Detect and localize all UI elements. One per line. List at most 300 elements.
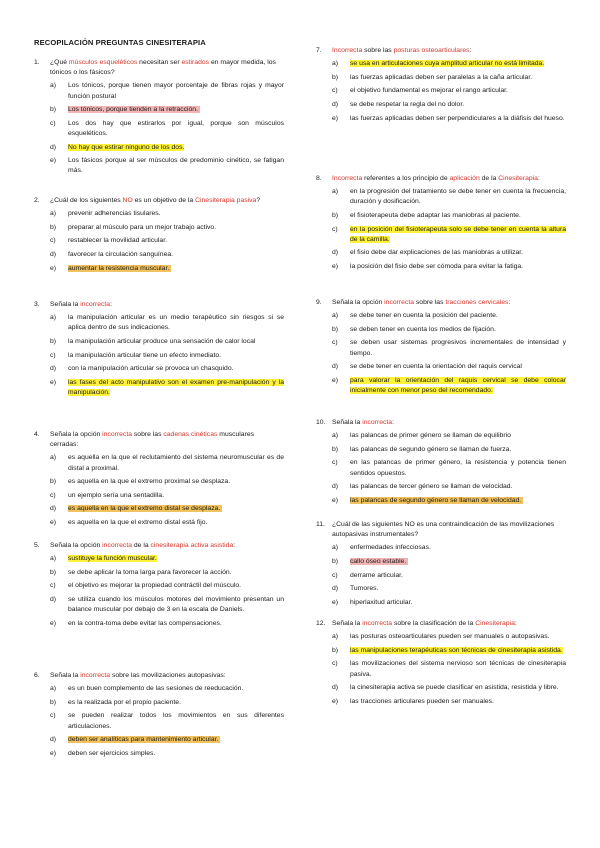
option-text-content: para valorar la orientación del raquis cervical se debe colocar inicialmente con menor peso del recomendado. (350, 376, 566, 394)
keyword: Incorrecta (332, 175, 363, 182)
keyword: Incorrecta (332, 47, 363, 54)
option-text-content: Los fásicos porque al ser músculos de predominio cinético, se fatigan más. (68, 157, 284, 175)
keyword: músculos esqueléticos (68, 59, 138, 66)
option-letter: c) (50, 119, 56, 127)
option-text-content: es aquella en la que el extremo distal está fijo. (68, 518, 208, 526)
question-text-segment: : (110, 301, 112, 308)
option-text (68, 364, 284, 374)
answer-options (332, 632, 566, 707)
option-letter: c) (332, 339, 338, 347)
question-text-segment: Señala la (50, 672, 81, 679)
option-letter: d) (50, 505, 57, 513)
option-text-content: la manipulación articular produce una sensación de calor local (68, 338, 256, 345)
option-text-content: las palancas de tercer género se llaman de velocidad. (350, 483, 513, 491)
answer-option (50, 595, 284, 615)
answer-option (50, 364, 284, 374)
answer-options (332, 187, 566, 272)
option-text-content: las palancas de segundo género se llaman de fuerza. (350, 445, 512, 453)
answer-option (332, 557, 566, 567)
question-number: 2. (34, 197, 40, 204)
option-letter: d) (332, 100, 339, 108)
answer-option (50, 378, 284, 398)
option-text-content: es un buen complemento de las sesiones de reeducación. (68, 685, 244, 693)
option-text-content: se debe tener en cuenta la posición del paciente. (350, 312, 498, 320)
option-text-content: derrame articular. (350, 571, 403, 579)
keyword: Cinesiterapia pasiva (195, 197, 257, 204)
option-letter: d) (50, 143, 57, 151)
option-letter: a) (50, 555, 57, 563)
question-stem (316, 418, 566, 428)
option-text (68, 749, 284, 759)
option-letter: b) (332, 558, 339, 565)
keyword: Cinesiterapia (475, 620, 515, 627)
question-block (34, 541, 284, 632)
question-block (34, 671, 284, 762)
question-number: 5. (34, 542, 40, 549)
question-text-segment: Señala la (332, 419, 363, 426)
answer-option (50, 581, 284, 591)
answer-option (332, 697, 566, 707)
option-letter: a) (332, 544, 339, 552)
option-text (68, 568, 284, 578)
answer-option (50, 619, 284, 629)
answer-options (50, 81, 284, 176)
option-text (350, 458, 566, 478)
answer-option (332, 543, 566, 553)
answer-option (332, 73, 566, 83)
option-text-content: es aquella en la que el extremo distal se desplaza. (68, 505, 221, 513)
option-text-content: en las palancas de primer género, la resistencia y potencia tienen sentidos opuestos. (350, 459, 566, 477)
option-text (68, 491, 284, 501)
option-text (68, 313, 284, 333)
option-text (68, 223, 284, 233)
option-text-content: se debe respetar la regla del no dolor. (350, 100, 465, 108)
option-letter: c) (332, 571, 338, 579)
answer-option (50, 250, 284, 260)
option-text-content: la posición del fisio debe ser cómoda para evitar la fatiga. (350, 262, 524, 270)
option-letter: a) (50, 82, 57, 90)
option-text (350, 100, 566, 110)
option-letter: a) (332, 312, 339, 320)
answer-option (332, 431, 566, 441)
option-text (350, 571, 566, 581)
option-text-content: la manipulación articular tiene un efecto inmediato. (68, 351, 222, 359)
keyword: NO (122, 197, 133, 204)
option-letter: a) (50, 314, 57, 322)
question-text-segment: es un objetivo de la (132, 197, 196, 204)
question-text (332, 298, 566, 308)
question-stem (34, 300, 284, 310)
answer-option (332, 683, 566, 693)
option-text (350, 598, 566, 608)
question-text-segment: ? (256, 197, 261, 204)
answer-option (332, 362, 566, 372)
option-text-content: enfermedades infecciosas. (350, 544, 431, 552)
option-text (350, 482, 566, 492)
question-text-segment: : (508, 299, 511, 306)
option-text (350, 86, 566, 96)
option-text-content: las tracciones articulares pueden ser manuales. (350, 697, 494, 705)
option-text-content: las palancas de segundo género se llaman de velocidad. (350, 496, 522, 504)
question-text (50, 300, 284, 310)
page-title: RECOPILACIÓN PREGUNTAS CINESITERAPIA (34, 38, 206, 47)
option-text (350, 114, 566, 124)
answer-option (50, 223, 284, 233)
question-text-segment: en mayor medida, los tónicos o los fásicos? (50, 59, 276, 77)
question-text-segment: sobre las (414, 299, 446, 306)
option-text-content: favorecer la circulación sanguínea. (68, 250, 174, 258)
option-text-content: las movilizaciones del sistema nervioso son técnicas de cinesiterapia pasiva. (350, 660, 566, 678)
question-number: 3. (34, 301, 40, 308)
option-text-content: el fisio debe dar explicaciones de las maniobras a utilizar. (350, 249, 524, 257)
option-text-content: es aquella en la que el reclutamiento del sistema neuromuscular es de distal a proximal. (68, 454, 284, 472)
answer-option (50, 105, 284, 115)
option-letter: e) (50, 619, 57, 627)
option-letter: c) (50, 491, 56, 499)
option-text-content: se debe tener en cuenta la orientación del raquis cervical (350, 363, 522, 371)
option-text-content: Los dos hay que estirarlos por igual, porque son músculos esqueléticos. (68, 119, 284, 137)
option-letter: a) (332, 60, 339, 68)
answer-option (50, 477, 284, 487)
answer-option (332, 598, 566, 608)
option-letter: c) (332, 660, 338, 668)
highlighted-option-text (350, 376, 566, 396)
answer-option (332, 445, 566, 455)
option-letter: e) (332, 114, 339, 122)
question-text-segment: de la (479, 175, 499, 182)
question-text-segment: referentes a los principio de (362, 175, 450, 182)
answer-option (50, 518, 284, 528)
question-text-segment: : (514, 620, 517, 627)
option-text-content: las fases del acto manipulativo son el examen pre-manipulación y la manipulación. (68, 378, 284, 396)
keyword: estirados (181, 59, 210, 66)
option-letter: e) (332, 262, 339, 270)
option-text (350, 632, 566, 642)
highlighted-option-text (68, 378, 284, 398)
option-text (350, 211, 566, 221)
option-letter: c) (50, 237, 56, 245)
question-text-segment: de la (132, 542, 151, 549)
option-text (350, 445, 566, 455)
question-stem (34, 430, 284, 450)
answer-options (50, 313, 284, 398)
option-text (68, 581, 284, 591)
option-letter: e) (50, 378, 57, 386)
keyword: incorrecta (362, 620, 393, 627)
option-text (68, 453, 284, 473)
option-text (68, 250, 284, 260)
keyword: incorrecta (362, 419, 393, 426)
option-letter: a) (50, 685, 57, 693)
question-text-segment: musculares cerradas: (50, 431, 255, 449)
option-text-content: preparar al músculo para un mejor trabajo activo. (68, 223, 217, 231)
question-text-segment: ¿Cuál de los siguientes (50, 197, 123, 204)
question-number: 6. (34, 672, 40, 679)
answer-option (332, 311, 566, 321)
highlighted-option-text (68, 554, 284, 564)
answer-option (332, 248, 566, 258)
answer-option (332, 325, 566, 335)
keyword: tracciones cervicales (445, 299, 509, 306)
highlighted-option-text (350, 225, 566, 245)
option-text (68, 619, 284, 629)
question-text-segment: sobre las (362, 47, 394, 54)
option-letter: b) (332, 445, 339, 453)
answer-option (50, 504, 284, 514)
question-text (50, 671, 284, 681)
option-letter: b) (332, 325, 339, 333)
question-text-segment: : (233, 542, 236, 549)
question-number: 7. (316, 47, 322, 54)
answer-option (332, 458, 566, 478)
keyword: cadenas cinéticas (163, 431, 218, 438)
option-letter: b) (50, 478, 57, 486)
option-letter: b) (50, 106, 57, 114)
option-text (350, 683, 566, 693)
option-letter: d) (332, 249, 339, 257)
highlighted-option-text (68, 504, 284, 514)
option-text-content: las posturas osteoarticulares pueden ser manuales o autopasivas. (350, 633, 550, 641)
option-text-content: un ejemplo sería una sentadilla. (68, 491, 164, 499)
option-letter: c) (50, 582, 56, 590)
keyword: aplicación (449, 175, 480, 182)
option-text (350, 311, 566, 321)
question-block (316, 298, 566, 400)
question-text (332, 418, 566, 428)
answer-option (332, 659, 566, 679)
option-text (350, 362, 566, 372)
option-letter: b) (50, 223, 57, 231)
answer-option (50, 554, 284, 564)
answer-option (332, 338, 566, 358)
answer-option (332, 187, 566, 207)
question-text (50, 541, 284, 551)
option-text-content: hiperlaxitud articular. (350, 598, 413, 606)
option-text-content: callo óseo estable. (350, 558, 407, 565)
option-letter: b) (50, 338, 57, 345)
option-text-content: aumentar la resistencia muscular. (68, 264, 170, 272)
answer-option (332, 100, 566, 110)
option-text (350, 697, 566, 707)
answer-option (50, 568, 284, 578)
option-text-content: es aquella en la que el extremo proximal se desplaza. (68, 478, 231, 486)
answer-options (332, 311, 566, 396)
question-stem (34, 671, 284, 681)
keyword: cinesiterapia activa asistida (150, 542, 234, 549)
answer-option (50, 337, 284, 347)
answer-option (50, 698, 284, 708)
question-number: 8. (316, 175, 322, 182)
option-letter: d) (332, 483, 339, 491)
keyword: incorrecta (102, 542, 132, 549)
option-text-content: Los tónicos, porque tienden a la retracción. (68, 106, 198, 114)
answer-option (50, 684, 284, 694)
option-text-content: se deben tener en cuenta los medios de fijación. (350, 325, 496, 333)
answer-option (332, 114, 566, 124)
question-number: 12. (316, 620, 326, 627)
option-text-content: las manipulaciones terapéuticas son técnicas de cinesiterapia asistida. (350, 646, 563, 654)
option-text (350, 325, 566, 335)
option-letter: e) (50, 264, 57, 272)
option-letter: e) (332, 697, 339, 705)
option-text-content: prevenir adherencias tisulares. (68, 210, 161, 218)
option-text (350, 431, 566, 441)
option-text (68, 119, 284, 139)
answer-option (50, 209, 284, 219)
answer-option (332, 376, 566, 396)
option-text (68, 684, 284, 694)
option-letter: d) (50, 250, 57, 258)
option-text-content: restablecer la movilidad articular. (68, 237, 167, 245)
question-stem (316, 520, 566, 540)
question-text (50, 430, 284, 450)
option-letter: a) (332, 633, 339, 641)
answer-option (332, 632, 566, 642)
answer-options (332, 59, 566, 124)
option-letter: e) (50, 749, 57, 757)
option-letter: e) (50, 157, 57, 165)
option-letter: b) (50, 698, 57, 706)
option-text (68, 518, 284, 528)
question-text (332, 46, 566, 56)
question-number: 4. (34, 431, 40, 438)
option-letter: c) (332, 87, 338, 95)
option-text-content: Los tónicos, porque tienen mayor porcentaje de fibras rojas y mayor función postural (68, 82, 284, 100)
question-block (34, 58, 284, 180)
option-text-content: con la manipulación articular se provoca un chasquido. (68, 365, 234, 373)
answer-option (332, 225, 566, 245)
question-stem (34, 541, 284, 551)
option-letter: c) (50, 712, 56, 720)
option-text (350, 543, 566, 553)
highlighted-option-text (350, 496, 566, 506)
option-letter: b) (332, 73, 339, 81)
highlighted-option-text (68, 105, 284, 115)
question-number: 1. (34, 59, 40, 66)
question-text-segment: Señala la opción (50, 542, 103, 549)
option-text (350, 584, 566, 594)
option-text-content: las fuerzas aplicadas deben ser perpendiculares a la diáfisis del hueso. (350, 114, 565, 122)
option-text (68, 81, 284, 101)
option-text-content: la manipulación articular es un medio terapéutico sin riesgos si se aplica dentro de sus indicaciones. (68, 314, 284, 332)
option-letter: c) (332, 459, 338, 467)
option-text-content: el objetivo es mejorar la propiedad contráctil del músculo. (68, 582, 242, 590)
answer-option (50, 156, 284, 176)
option-text-content: es la realizada por el propio paciente. (68, 698, 181, 706)
option-text-content: No hay que estirar ninguno de los dos. (68, 143, 185, 151)
option-letter: c) (332, 225, 338, 233)
question-stem (316, 46, 566, 56)
question-stem (316, 619, 566, 629)
answer-option (332, 584, 566, 594)
option-letter: d) (50, 595, 57, 603)
question-text-segment: Señala la opción (50, 431, 103, 438)
option-text-content: se usa en articulaciones cuya amplitud articular no está limitada. (350, 60, 545, 68)
question-text-segment: : (469, 47, 472, 54)
question-stem (316, 298, 566, 308)
option-letter: e) (332, 496, 339, 504)
option-text-content: en la progresión del tratamiento se debe tener en cuenta la frecuencia, duración y dosificación. (350, 188, 566, 206)
option-letter: b) (332, 646, 339, 654)
option-letter: b) (332, 212, 339, 219)
question-number: 11. (316, 521, 325, 528)
option-text-content: la cinesiterapia activa se puede clasificar en asistida, resistida y libre. (350, 684, 559, 692)
option-letter: e) (332, 598, 339, 606)
question-text-segment: sobre las movilizaciones autopasivas: (110, 672, 226, 679)
keyword: incorrecta (80, 301, 111, 308)
question-text-segment: : (392, 419, 394, 426)
option-text (68, 351, 284, 361)
question-block (316, 520, 566, 611)
question-text-segment: Señala la opción (332, 299, 385, 306)
question-block (34, 196, 284, 277)
option-text-content: deben ser analíticas para mantenimiento articular. (68, 736, 219, 744)
question-text-segment: sobre las (132, 431, 164, 438)
question-stem (316, 174, 566, 184)
option-letter: a) (332, 432, 339, 440)
answer-option (50, 749, 284, 759)
question-text (332, 619, 566, 629)
option-text-content: en la contra-toma debe evitar las compensaciones. (68, 619, 222, 627)
answer-option (50, 81, 284, 101)
answer-options (50, 209, 284, 274)
option-letter: d) (332, 585, 339, 593)
question-block (34, 300, 284, 402)
option-text (350, 248, 566, 258)
question-text (50, 196, 284, 206)
answer-option (50, 236, 284, 246)
answer-option (332, 496, 566, 506)
answer-option (332, 482, 566, 492)
option-text-content: se pueden realizar todos los movimientos en sus diferentes articulaciones. (68, 712, 284, 730)
option-text-content: las palancas de primer género se llaman de equilibrio (350, 432, 511, 440)
option-text (68, 156, 284, 176)
question-text-segment: Señala la (50, 301, 81, 308)
answer-option (50, 143, 284, 153)
option-text (68, 337, 284, 347)
highlighted-option-text (68, 264, 284, 274)
highlighted-option-text (68, 735, 284, 745)
option-letter: d) (332, 684, 339, 692)
option-letter: d) (50, 736, 57, 744)
option-letter: a) (332, 188, 339, 196)
question-stem (34, 58, 284, 78)
question-text (50, 58, 284, 78)
question-block (316, 46, 566, 127)
option-text-content: sustituye la función muscular. (68, 555, 157, 563)
question-text-segment: ¿Qué (50, 59, 69, 66)
option-text-content: en la posición del fisioterapeuta solo se debe tener en cuenta la altura de la camilla. (350, 225, 566, 243)
question-text (332, 520, 566, 540)
option-text (350, 338, 566, 358)
option-letter: d) (332, 363, 339, 371)
option-text-content: se debe aplicar la toma larga para favorecer la acción. (68, 568, 232, 576)
option-letter: e) (332, 376, 339, 384)
option-text-content: se deben usar sistemas progresivos incrementales de intensidad y tiempo. (350, 339, 566, 357)
answer-option (332, 211, 566, 221)
question-block (316, 174, 566, 276)
answer-options (50, 684, 284, 759)
answer-option (50, 453, 284, 473)
option-letter: d) (50, 365, 57, 373)
option-text (68, 477, 284, 487)
answer-option (332, 59, 566, 69)
answer-options (50, 554, 284, 629)
question-stem (34, 196, 284, 206)
option-text-content: las fuerzas aplicadas deben ser paralelas a la caña articular. (350, 73, 533, 81)
keyword: Cinesiterapia (498, 175, 538, 182)
question-text-segment: sobre la clasificación de la (392, 620, 476, 627)
